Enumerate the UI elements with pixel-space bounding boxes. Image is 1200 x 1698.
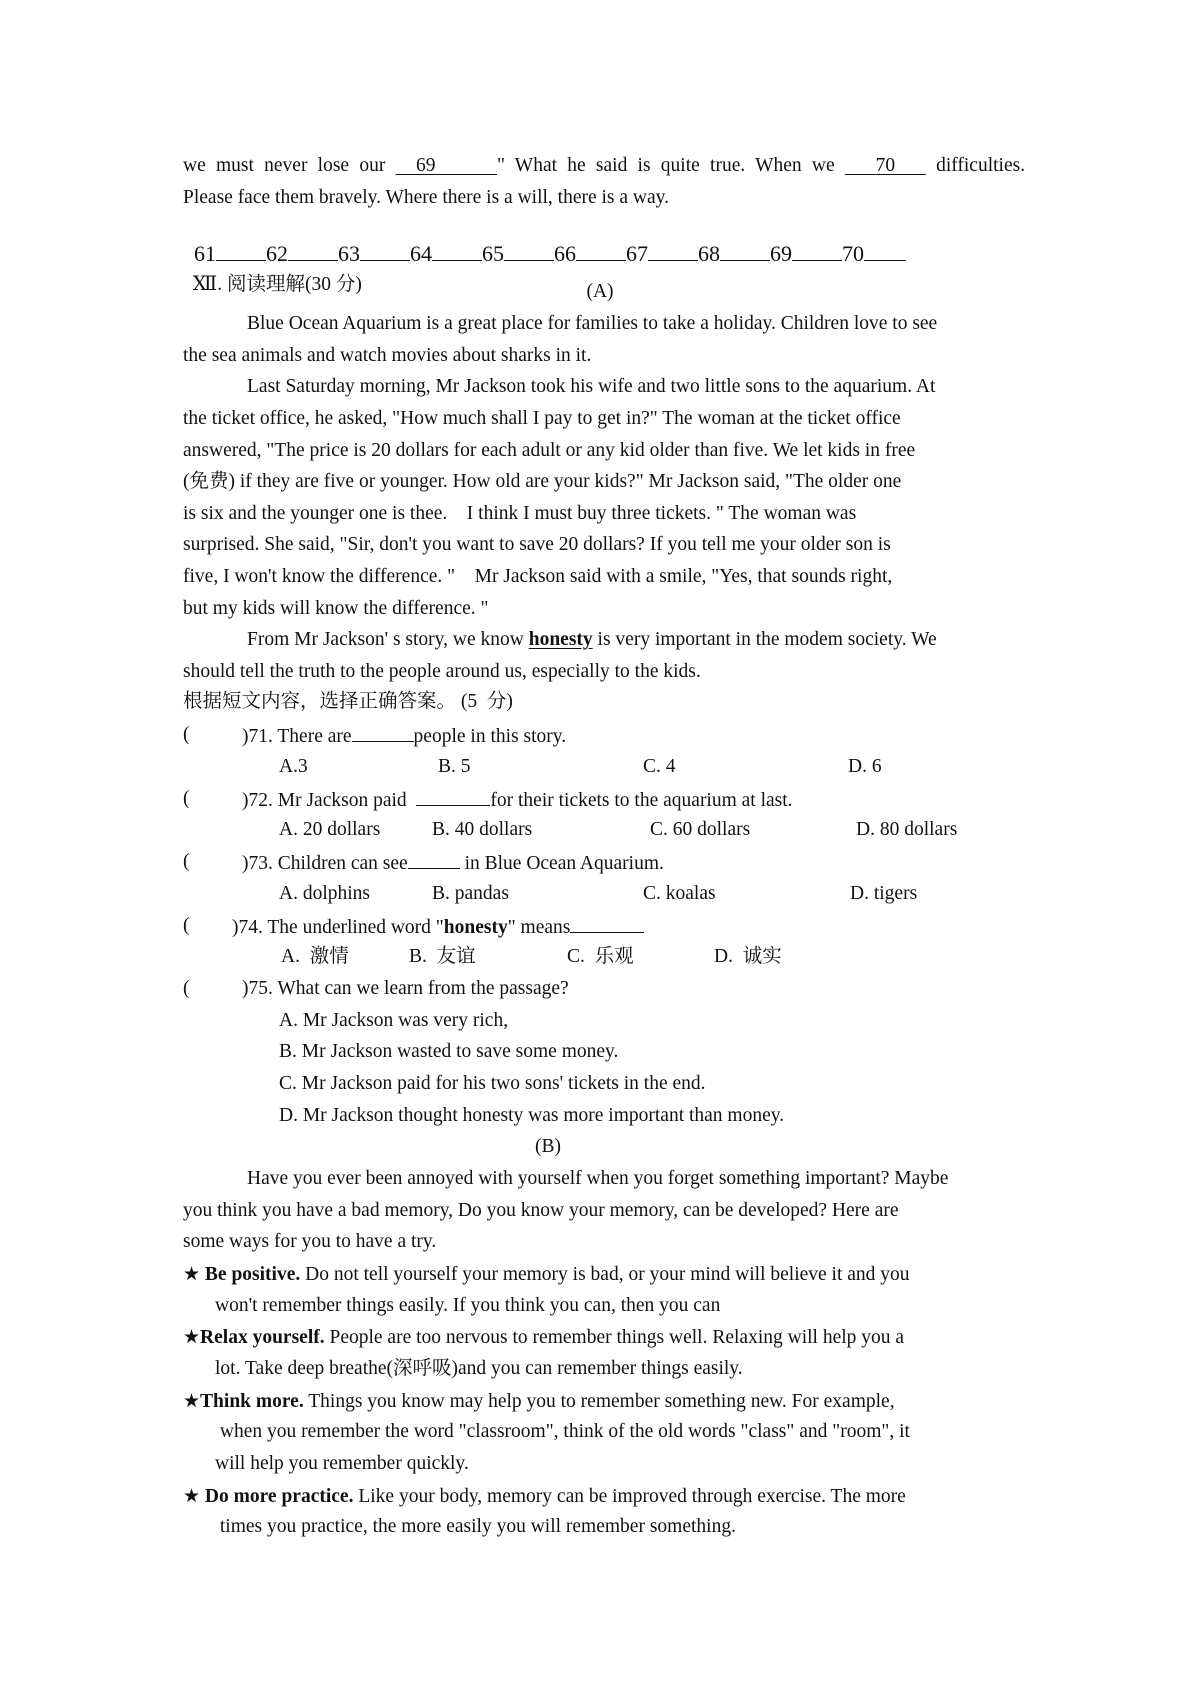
question-stem: )73. Children can see [242,853,408,874]
option-b[interactable]: B. 40 dollars [432,819,533,840]
tip-text: will help you remember quickly. [215,1453,469,1474]
answer-number: 64 [410,241,432,266]
section-title: . 阅读理解(30 分) [217,274,362,295]
question-blank [416,786,490,806]
tip-think-more [183,1388,895,1414]
option-c[interactable]: C. 乐观 [567,946,634,967]
section-numeral: Ⅻ [192,274,218,295]
tip-text: Do not tell yourself your memory is bad, or your mind will believe it and you [300,1264,910,1285]
passage-b-intro-line: Have you ever been annoyed with yourself when you forget something important? Maybe [247,1168,949,1189]
instruction: 根据短文内容，选择正确答案。 (5 分) [183,691,513,712]
question-keyword: honesty [443,917,508,938]
question-stem: )74. The underlined word " [232,917,444,938]
answer-paren[interactable]: ( [183,724,190,745]
tip-text: People are too nervous to remember things well. Relaxing will help you a [324,1327,905,1348]
tip-text: Things you know may help you to remember something new. For example, [303,1391,895,1412]
answer-number: 65 [482,241,504,266]
text: difficulties. [936,155,1026,176]
answer-blank[interactable] [432,241,482,261]
passage-a-line: is six and the younger one is thee. I think I must buy three tickets. " The woman was [183,503,857,524]
star-icon: ★ [183,1326,201,1348]
text: is very important in the modem society. We [592,629,937,650]
option-c[interactable]: C. 4 [643,756,676,777]
question-stem: in Blue Ocean Aquarium. [459,853,664,874]
option-c[interactable]: C. koalas [643,883,716,904]
answer-number: 67 [626,241,648,266]
question-stem: for their tickets to the aquarium at last. [490,790,793,811]
question-71 [242,722,566,748]
tip-text: times you practice, the more easily you will remember something. [215,1516,736,1537]
section-heading [183,246,362,295]
option-d[interactable]: D. 6 [848,756,882,777]
text: From Mr Jackson' s story, we know [247,629,529,650]
question-73 [242,849,664,875]
cloze-line-2: Please face them bravely. Where there is a will, there is a way. [183,187,670,208]
answer-blank[interactable] [864,241,906,261]
option-a[interactable]: A. 激情 [281,946,349,967]
passage-a-line: the ticket office, he asked, "How much shall I pay to get in?" The woman at the ticket office [183,408,901,429]
answer-paren[interactable]: ( [183,978,190,999]
option-d[interactable]: D. 80 dollars [856,819,958,840]
answer-blank[interactable] [576,241,626,261]
answer-blank[interactable] [720,241,770,261]
option-a[interactable]: A. dolphins [279,883,371,904]
option-a[interactable]: A.3 [279,756,308,777]
option-a[interactable]: A. 20 dollars [279,819,381,840]
answer-number: 62 [266,241,288,266]
answer-blank[interactable] [504,241,554,261]
passage-a-conclusion [183,627,937,653]
passage-a-line: (免费) if they are five or younger. How old are your kids?" Mr Jackson said, "The older one [183,471,902,492]
answer-number: 66 [554,241,576,266]
question-75: )75. What can we learn from the passage? [242,978,569,999]
answer-number: 69 [770,241,792,266]
tip-do-more-practice [183,1483,906,1509]
passage-a-line: five, I won't know the difference. " Mr Jackson said with a smile, "Yes, that sounds right, [183,566,893,587]
underlined-word-honesty: honesty [528,629,593,650]
blank-number: 69 [416,155,436,176]
tip-text: when you remember the word "classroom", think of the old words "class" and "room", it [215,1421,910,1442]
passage-a-label: (A) [586,281,614,302]
option-d[interactable]: D. Mr Jackson thought honesty was more important than money. [279,1105,785,1126]
passage-b-intro-line: you think you have a bad memory, Do you know your memory, can be developed? Here are [183,1200,899,1221]
passage-a-line: Last Saturday morning, Mr Jackson took his wife and two little sons to the aquarium. At [247,376,936,397]
question-74 [232,913,644,939]
tip-title: Do more practice. [204,1486,354,1507]
star-icon: ★ [183,1390,201,1412]
option-c[interactable]: C. Mr Jackson paid for his two sons' tickets in the end. [279,1073,706,1094]
question-blank [408,849,460,869]
answer-blank[interactable] [648,241,698,261]
passage-a-line: but my kids will know the difference. " [183,598,489,619]
tip-text: won't remember things easily. If you think you can, then you can [215,1295,721,1316]
passage-a-line: answered, "The price is 20 dollars for each adult or any kid older than five. We let kids in free [183,440,916,461]
question-blank [570,913,644,933]
question-stem: )72. Mr Jackson paid [242,790,417,811]
star-icon: ★ [183,1263,201,1285]
answer-paren[interactable]: ( [183,788,190,809]
option-d[interactable]: D. tigers [850,883,918,904]
blank-69 [396,155,497,176]
text: we must never lose our [183,155,386,176]
answer-number-row [183,215,906,266]
option-d[interactable]: D. 诚实 [714,946,782,967]
tip-be-positive [183,1261,910,1287]
option-b[interactable]: B. pandas [432,883,509,904]
passage-a-line: the sea animals and watch movies about sharks in it. [183,345,592,366]
passage-a-line: surprised. She said, "Sir, don't you want to save 20 dollars? If you tell me your older son is [183,534,891,555]
answer-number: 61 [194,241,216,266]
tip-title: Think more. [200,1391,304,1412]
cloze-line-1 [183,153,1025,179]
tip-relax-yourself [183,1324,904,1350]
blank-number: 70 [875,155,896,176]
tip-title: Relax yourself. [200,1327,325,1348]
tip-title: Be positive. [204,1264,301,1285]
option-a[interactable]: A. Mr Jackson was very rich, [279,1010,509,1031]
option-b[interactable]: B. 友谊 [409,946,476,967]
option-c[interactable]: C. 60 dollars [650,819,751,840]
blank-70 [845,155,926,176]
tip-text: Like your body, memory can be improved through exercise. The more [353,1486,906,1507]
question-blank [352,722,414,742]
option-b[interactable]: B. 5 [438,756,471,777]
passage-b-intro-line: some ways for you to have a try. [183,1231,437,1252]
question-72 [242,786,793,812]
passage-b-label: (B) [535,1136,561,1157]
star-icon: ★ [183,1485,201,1507]
text: " What he said is quite true. When we [496,155,835,176]
passage-a-conclusion-line2: should tell the truth to the people around us, especially to the kids. [183,661,701,682]
answer-blank[interactable] [360,241,410,261]
answer-paren[interactable]: ( [183,915,190,936]
option-b[interactable]: B. Mr Jackson wasted to save some money. [279,1041,619,1062]
answer-blank[interactable] [792,241,842,261]
question-stem: " means [507,917,571,938]
answer-paren[interactable]: ( [183,851,190,872]
question-stem: )71. There are [242,726,352,747]
tip-text: lot. Take deep breathe(深呼吸)and you can remember things easily. [215,1358,743,1379]
passage-a-line: Blue Ocean Aquarium is a great place for families to take a holiday. Children love to see [247,313,938,334]
answer-number: 68 [698,241,720,266]
question-stem: people in this story. [413,726,567,747]
answer-number: 63 [338,241,360,266]
answer-number: 70 [842,241,864,266]
